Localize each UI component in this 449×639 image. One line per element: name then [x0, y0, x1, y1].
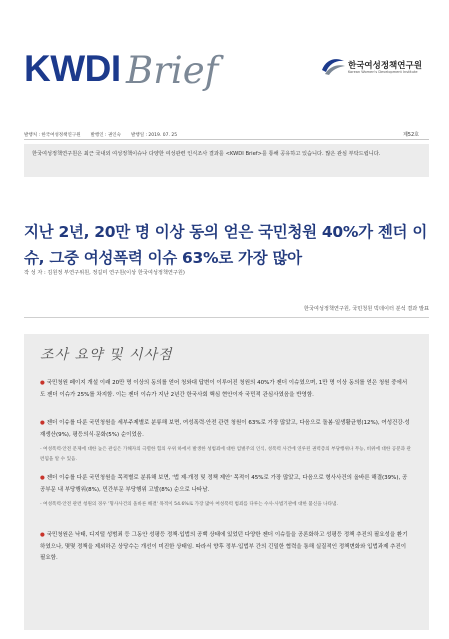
publication-meta-bar [24, 130, 429, 140]
summary-bullet-4 [40, 530, 412, 565]
logo-kwdi: KWDI [24, 48, 121, 89]
summary-bullet-3 [40, 473, 412, 496]
intro-box [24, 144, 429, 177]
divider [24, 317, 429, 318]
summary-bullet-2 [40, 418, 412, 441]
bullet-marker-icon: ● [40, 420, 47, 426]
issue-number: 제52호 [402, 132, 419, 138]
bullet-marker-icon: ● [40, 380, 47, 386]
source-line: 한국여성정책연구원, 국민청원 빅데이터 분석 결과 발표 [303, 306, 429, 312]
issue-date: 발행일 : 2019. 07. 25 [131, 132, 178, 138]
dash-marker-icon: - [40, 447, 44, 452]
logo-brief-script: Brief [126, 49, 219, 92]
kwdi-swoosh-logo-icon [320, 55, 346, 77]
summary-heading: 조사 요약 및 시사점 [40, 347, 173, 363]
subnote-text: 여성폭력·안전 문제에 대한 높은 관심은 가해자의 극렬한 힘의 우위 하에서 발생한 성범죄에 대한 엄벌주의 인식, 성폭력 사건에 연루된 권력층의 부당행위나 무능, 비위에 대한 공분과 관련됨을 알 수 있음. [40, 447, 411, 462]
org-name-en: Korean Women's Development Institute [348, 70, 418, 74]
bullet-text: 젠더 이슈를 다룬 국민청원을 목적별로 분류해 보면, '법 제·개정 및 정책 제안' 목적이 45%로 가장 많았고, 다음으로 형사사건의 올바른 해결(39%), 공공부문 내 부당행위(8%), 민간부문 부당행위 고발(8%) 순으로 나타남. [40, 475, 408, 493]
summary-bullet-1 [40, 378, 412, 401]
publisher: 발행처 : 한국여성정책연구원 [24, 132, 81, 138]
intro-text: 한국여성정책연구원은 최근 국내외 여성정책이슈나 다양한 여성관련 인식조사 결과를 <KWDI Brief>를 통해 공유하고 있습니다. 많은 관심 부탁드립니다. [32, 151, 381, 157]
bullet-marker-icon: ● [40, 532, 47, 538]
page-title: 지난 2년, 20만 명 이상 동의 얻은 국민청원 40%가 젠더 이슈, 그중 여성폭력 이슈 63%로 가장 많아 [24, 223, 427, 267]
bullet-marker-icon: ● [40, 475, 47, 481]
summary-subnote-2 [40, 445, 412, 465]
summary-subnote-3 [40, 500, 412, 510]
bullet-text: 국민청원 페이지 개설 이래 20만 명 이상의 동의를 얻어 청와대 답변이 이루어진 청원의 40%가 젠더 이슈였으며, 1만 명 이상 동의를 얻은 청원 중에서도 젠더 이슈가 25%를 차지함. 이는 젠더 이슈가 지난 2년간 한국사회 핵심 현안이자 국민적 관심사였음을 반영함. [40, 380, 408, 398]
subnote-text: 여성폭력·안전 관련 청원의 경우 '형사사건의 올바른 해결' 목적이 54.6%로 가장 많아 여성폭력 범죄를 다루는 수사·사법기관에 대한 불신을 나타냄. [43, 502, 338, 507]
dash-marker-icon: - [40, 502, 44, 507]
bullet-text: 젠더 이슈를 다룬 국민청원을 세부주제별로 분류해 보면, 여성폭력·안전 관련 청원이 63%로 가장 많았고, 다음으로 돌봄·일생활균형(12%), 여성건강·성재생산(9%), 평등의식·문화(5%) 순이었음. [40, 420, 410, 438]
org-name-ko: 한국여성정책연구원 [348, 61, 422, 71]
authors: 작 성 자 : 김원정 부연구위원, 정길미 연구원(이상 한국여성정책연구원) [24, 270, 185, 276]
bullet-text: 국민청원은 낙태, 디지털 성범죄 등 그동안 성평등 정책·입법의 공백 상태에 있었던 다양한 젠더 이슈들을 공론화하고 성평등 정책 추진의 필요성을 환기하였으나, 몇몇 정책을 제외하곤 상당수는 개선이 미진한 상태임. 따라서 향후 정부·입법부 간의 긴밀한 협력을 통해 실질적인 정책변화와 입법과제 추진이 필요함. [40, 532, 408, 561]
issuer: 발행인 : 권인숙 [90, 132, 122, 138]
